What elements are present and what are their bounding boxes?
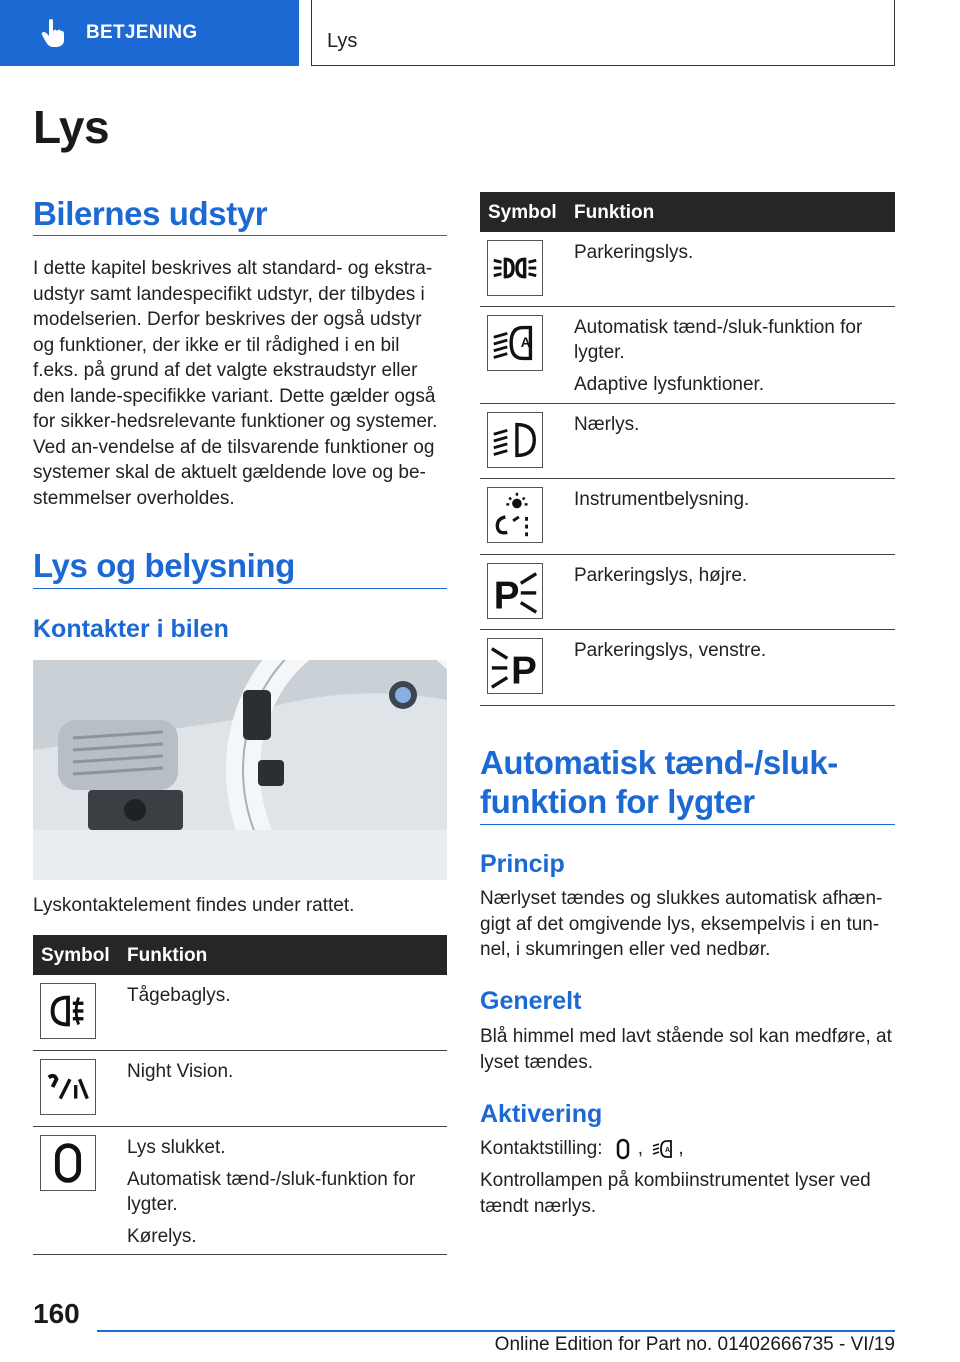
low-beam-icon — [487, 412, 543, 468]
page-header-text: Lys — [327, 30, 358, 52]
pointing-hand-icon — [40, 18, 66, 48]
heading-automatisk: Automatisk tænd-/sluk-funktion for lygter — [480, 744, 838, 820]
function-text: Automatisk tænd-/sluk-funktion for lygter. Adaptive lysfunktioner. — [574, 317, 863, 395]
page-header — [311, 0, 895, 66]
fog-light-icon — [40, 983, 96, 1039]
header-symbol: Symbol — [488, 202, 557, 223]
princip-text: Nærlyset tændes og slukkes automatisk afhæn-gigt af det omgivende lys, eksempelvis i en tun-nel, i skumringen eller ved nedbør. — [480, 888, 883, 960]
night-vision-icon — [40, 1059, 96, 1115]
symbol-table-right — [480, 192, 895, 706]
symbol-table-left — [33, 935, 447, 1255]
page-number: 160 — [33, 1298, 80, 1329]
table-row — [480, 630, 895, 706]
heading-generelt: Generelt — [480, 987, 582, 1015]
table-row — [33, 975, 447, 1051]
function-text: Parkeringslys, venstre. — [574, 640, 767, 661]
section-label: BETJENING — [86, 22, 198, 43]
aktivering-line — [480, 1136, 895, 1162]
section-tab[interactable] — [0, 0, 299, 66]
header-function: Funktion — [574, 202, 655, 223]
svg-text:P: P — [493, 574, 520, 618]
heading-lys-og-belysning: Lys og belysning — [33, 547, 295, 584]
function-text: Parkeringslys, højre. — [574, 565, 748, 586]
function-text: Nærlys. — [574, 414, 640, 435]
function-text: Tågebaglys. — [127, 985, 231, 1006]
table-header — [480, 192, 895, 232]
generelt-text: Blå himmel med lavt stående sol kan medføre, at lyset tændes. — [480, 1026, 892, 1073]
table-header — [33, 935, 447, 975]
heading-bilernes-udstyr: Bilernes udstyr — [33, 195, 268, 232]
table-row — [480, 555, 895, 630]
table-row — [480, 404, 895, 479]
heading-princip: Princip — [480, 850, 565, 878]
zero-position-icon — [612, 1137, 634, 1161]
aktivering-sep-2: , — [678, 1138, 684, 1159]
table-row — [480, 479, 895, 555]
heading-rule — [480, 824, 895, 825]
auto-light-position-icon — [652, 1137, 674, 1161]
svg-text:A: A — [520, 334, 531, 350]
parking-lights-icon — [487, 240, 543, 296]
bilernes-udstyr-text: I dette kapitel beskrives alt standard- og ekstra-udstyr samt landespecifikt udstyr, der tilbydes i modelserien. Derfor beskrives der også udstyr og funktioner, der ikke er til rådighed i en bil f.eks. på grund af det valgte ekstraudstyr eller den lande-specifikke variant. Dette gælder også for sikker-hedsrelevante funktioner og systemer. Ved an-vendelse af de tilsvarende funktioner og systemer skal de aktuelt gældende love og be-stemmelser overholdes. — [33, 258, 438, 509]
svg-text:A: A — [665, 1146, 671, 1154]
cockpit-illustration — [33, 660, 447, 880]
parking-light-left-icon — [487, 638, 543, 694]
heading-rule — [33, 235, 447, 236]
heading-kontakter: Kontakter i bilen — [33, 615, 229, 643]
function-text: Night Vision. — [127, 1061, 234, 1082]
parking-light-right-icon — [487, 563, 543, 619]
function-text: Instrumentbelysning. — [574, 489, 750, 510]
footer-rule — [97, 1330, 895, 1332]
aktivering-sep-1: , — [637, 1138, 644, 1159]
function-text: Parkeringslys. — [574, 242, 694, 263]
heading-rule — [33, 588, 447, 589]
footer-edition: Online Edition for Part no. 01402666735 - VI/19 — [494, 1334, 895, 1355]
lights-off-zero-icon — [40, 1135, 96, 1191]
auto-headlight-icon — [487, 315, 543, 371]
page-title: Lys — [33, 101, 110, 153]
table-row — [480, 307, 895, 404]
function-text: Lys slukket. Automatisk tænd-/sluk-funktion for lygter. Kørelys. — [127, 1137, 416, 1247]
table-row — [480, 232, 895, 307]
heading-aktivering: Aktivering — [480, 1100, 603, 1128]
header-symbol: Symbol — [41, 945, 110, 966]
aktivering-text: Kontrollampen på kombiinstrumentet lyser ved tændt nærlys. — [480, 1170, 871, 1217]
svg-text:P: P — [511, 649, 537, 693]
table-row — [33, 1051, 447, 1127]
table-row — [33, 1127, 447, 1255]
header-function: Funktion — [127, 945, 208, 966]
cockpit-photo — [33, 660, 447, 880]
instrument-lighting-icon — [487, 487, 543, 543]
photo-caption: Lyskontaktelement findes under rattet. — [33, 895, 355, 916]
aktivering-prefix: Kontaktstilling: — [480, 1138, 603, 1159]
